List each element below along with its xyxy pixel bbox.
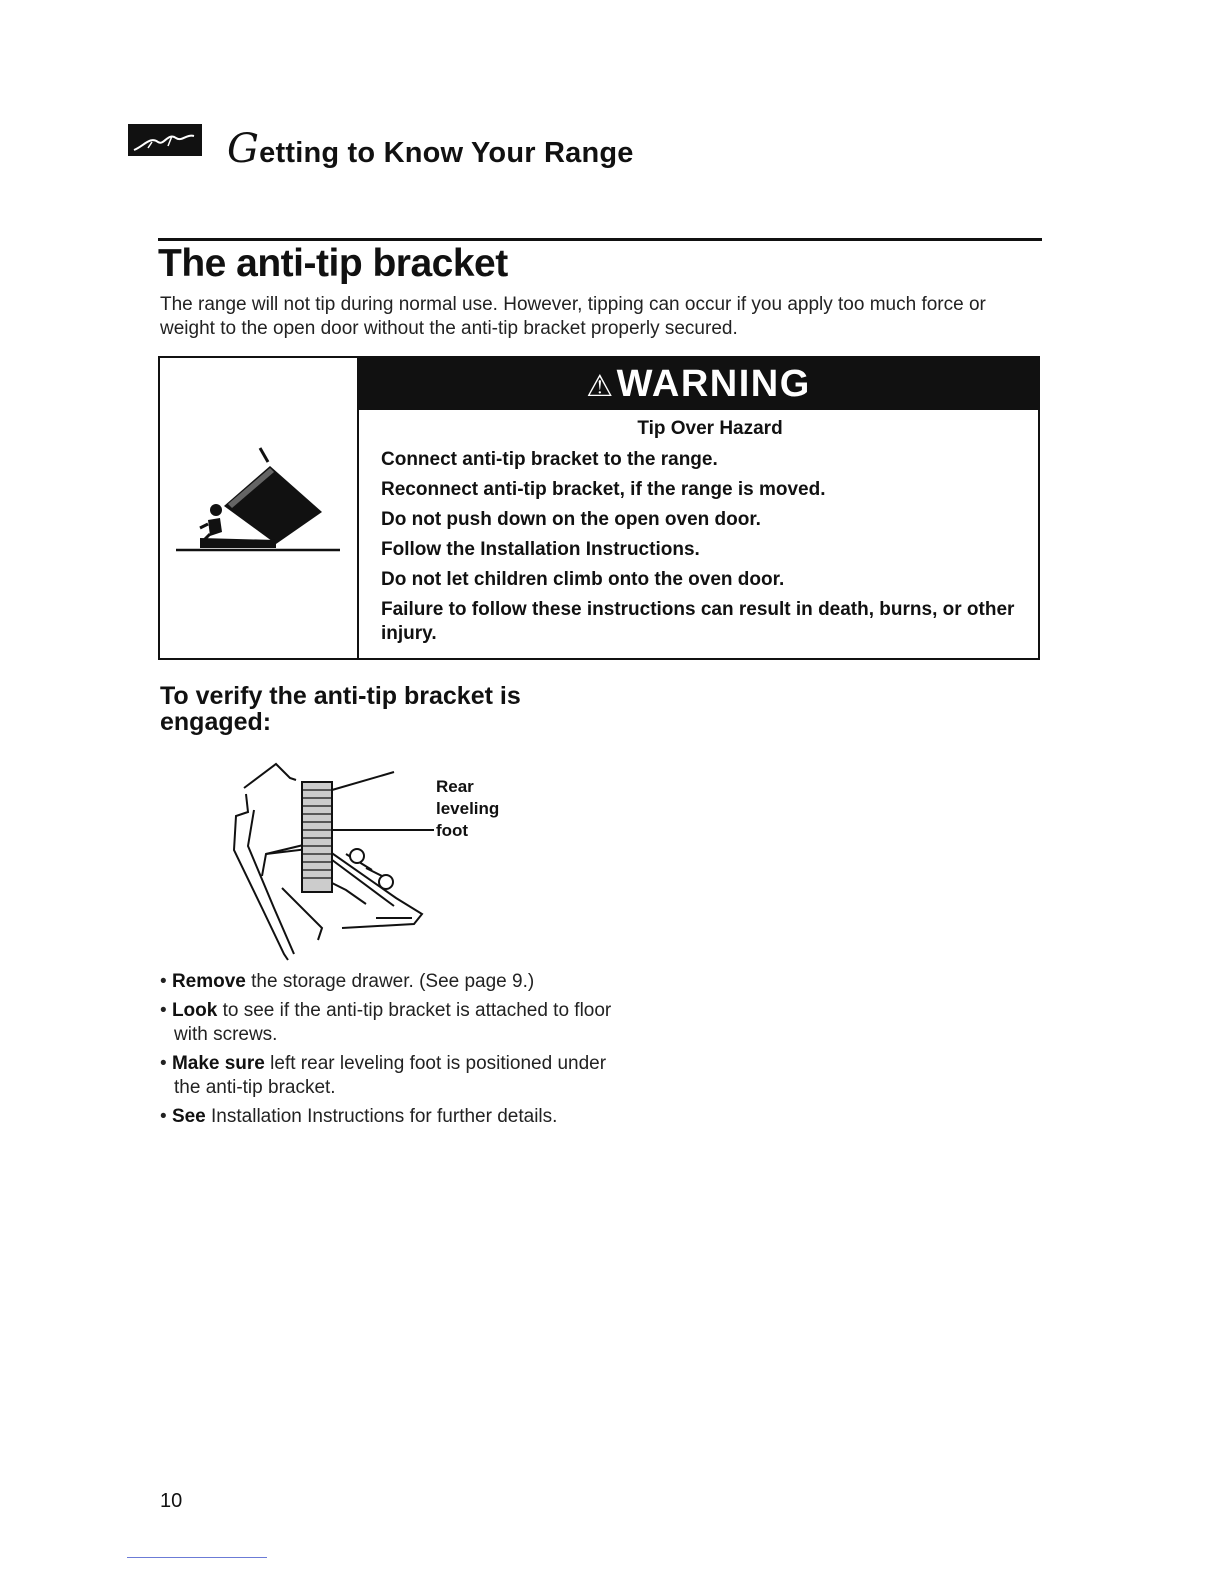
step-text: to see if the anti-tip bracket is attached to floor with screws.: [174, 1000, 612, 1045]
step-text: the storage drawer. (See page 9.): [245, 971, 535, 992]
leveling-foot-diagram: [226, 758, 436, 964]
diagram-label: Rear leveling foot: [436, 777, 500, 840]
step-keyword: Make sure: [171, 1053, 265, 1074]
page-header-title: [227, 126, 634, 172]
warning-line: Do not push down on the open oven door.: [381, 509, 761, 530]
step-text: Installation Instructions for further details.: [205, 1106, 558, 1127]
header-script-letter: G: [227, 126, 260, 172]
warning-label: WARNING: [616, 363, 811, 405]
warning-line: Do not let children climb onto the oven door.: [381, 569, 785, 590]
warning-line: Follow the Installation Instructions.: [381, 539, 700, 560]
step-keyword: See: [171, 1106, 206, 1127]
warning-line: Connect anti-tip bracket to the range.: [381, 449, 718, 470]
step-keyword: Look: [171, 1000, 218, 1021]
list-item: • See Installation Instructions for further details.: [160, 1106, 558, 1127]
verify-heading: To verify the anti-tip bracket is engaged:: [160, 682, 521, 736]
warning-banner: [359, 358, 1038, 410]
header-title-text: etting to Know Your Range: [259, 137, 634, 169]
footer-rule: [127, 1557, 267, 1558]
range-logo-icon: [128, 124, 202, 156]
section-intro: The range will not tip during normal use. However, tipping can occur if you apply too much force or weight to the open door without the anti-tip bracket properly secured.: [160, 294, 986, 339]
warning-triangle-icon: ⚠: [586, 370, 615, 403]
section-title: The anti-tip bracket: [158, 242, 508, 285]
verify-steps: [160, 970, 620, 1134]
hazard-title: Tip Over Hazard: [637, 418, 783, 439]
tip-over-illustration: [172, 440, 342, 560]
warning-lines: [381, 448, 1021, 652]
list-item: • Remove the storage drawer. (See page 9.): [160, 971, 535, 992]
section-divider: [158, 238, 1042, 241]
warning-line: Failure to follow these instructions can result in death, burns, or other injury.: [381, 599, 1015, 644]
step-text: left rear leveling foot is positioned under the anti-tip bracket.: [174, 1053, 607, 1098]
warning-line: Reconnect anti-tip bracket, if the range is moved.: [381, 479, 826, 500]
page-number: 10: [160, 1490, 183, 1512]
list-item: • Make sure left rear leveling foot is positioned under the anti-tip bracket.: [160, 1053, 607, 1098]
step-keyword: Remove: [171, 971, 246, 992]
list-item: • Look to see if the anti-tip bracket is attached to floor with screws.: [160, 1000, 612, 1045]
